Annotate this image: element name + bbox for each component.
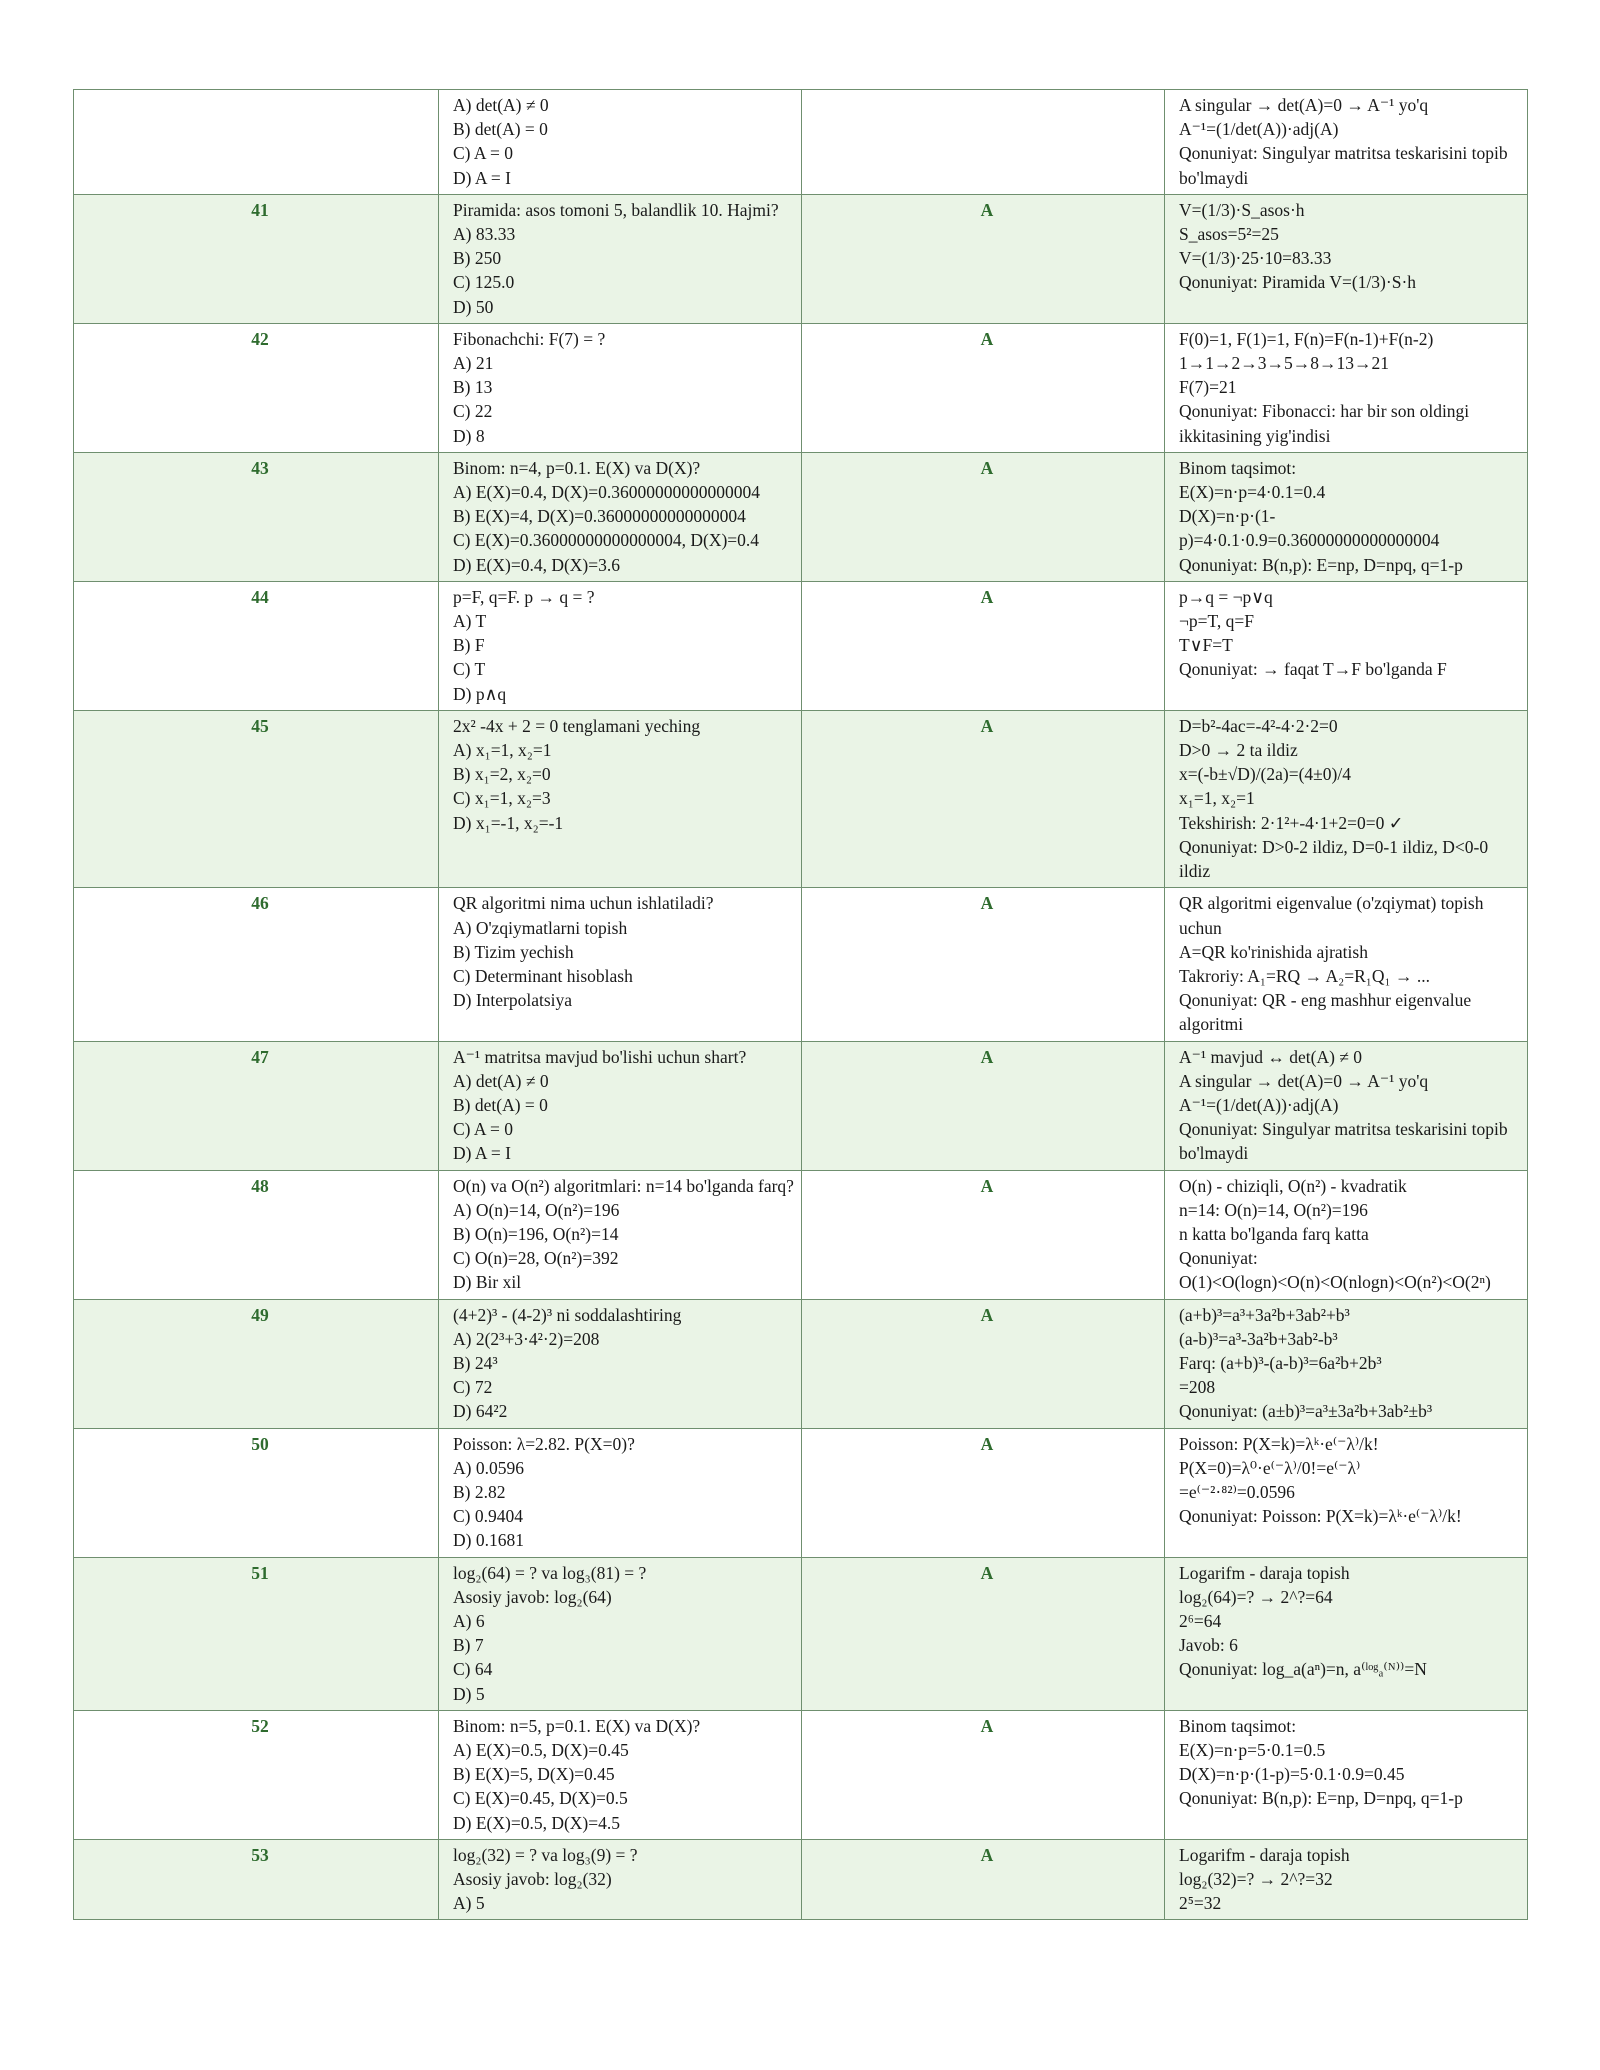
- question-number: 51: [74, 1557, 439, 1710]
- explanation-line: Qonuniyat: QR - eng mashhur eigenvalue algoritmi: [1179, 990, 1472, 1035]
- table-row: [74, 90, 1528, 195]
- explanation-line: E(X)=n·p=4·0.1=0.4: [1179, 482, 1326, 503]
- question-line: B) F: [453, 635, 485, 656]
- explanation-line: log₂(32)=? → 2^?=32: [1179, 1869, 1333, 1890]
- question-line: B) 2.82: [453, 1481, 506, 1502]
- correct-answer: A: [802, 710, 1165, 887]
- question-line: C) x₁=1, x₂=3: [453, 788, 551, 809]
- question-line: C) 0.9404: [453, 1506, 523, 1527]
- question-line: A) T: [453, 611, 487, 632]
- question-line: A) O(n)=14, O(n²)=196: [453, 1199, 620, 1220]
- explanation-line: Qonuniyat:: [1179, 1248, 1258, 1269]
- question-line: B) E(X)=4, D(X)=0.36000000000000004: [453, 506, 746, 527]
- question-line: Asosiy javob: log₂(64): [453, 1586, 612, 1607]
- explanation-line: p→q = ¬p∨q: [1179, 586, 1273, 607]
- explanation-cell: [1165, 1170, 1528, 1299]
- table-row: [74, 1839, 1528, 1920]
- question-number: 41: [74, 194, 439, 323]
- question-number: 52: [74, 1710, 439, 1839]
- explanation-line: n=14: O(n)=14, O(n²)=196: [1179, 1199, 1368, 1220]
- explanation-line: x=(-b±√D)/(2a)=(4±0)/4: [1179, 764, 1351, 785]
- explanation-line: D=b²-4ac=-4²-4·2·2=0: [1179, 715, 1338, 736]
- explanation-line: F(0)=1, F(1)=1, F(n)=F(n-1)+F(n-2): [1179, 328, 1434, 349]
- question-line: A) 21: [453, 353, 494, 374]
- question-cell: [439, 323, 802, 452]
- question-line: C) E(X)=0.36000000000000004, D(X)=0.4: [453, 530, 760, 551]
- explanation-line: V=(1/3)·25·10=83.33: [1179, 248, 1332, 269]
- explanation-line: Qonuniyat: Singulyar matritsa teskarisini topib bo'lmaydi: [1179, 1119, 1508, 1164]
- correct-answer: A: [802, 1299, 1165, 1428]
- question-number: [74, 90, 439, 195]
- explanation-line: T∨F=T: [1179, 635, 1233, 656]
- correct-answer: A: [802, 194, 1165, 323]
- explanation-line: V=(1/3)·S_asos·h: [1179, 199, 1305, 220]
- question-line: C) Determinant hisoblash: [453, 965, 633, 986]
- question-line: D) p∧q: [453, 683, 507, 704]
- correct-answer: A: [802, 1041, 1165, 1170]
- question-line: A) 83.33: [453, 224, 516, 245]
- question-line: A) 2(2³+3·4²·2)=208: [453, 1328, 600, 1349]
- explanation-line: x₁=1, x₂=1: [1179, 788, 1255, 809]
- question-line: C) T: [453, 659, 486, 680]
- correct-answer: [802, 90, 1165, 195]
- explanation-line: =e⁽⁻²·⁸²⁾=0.0596: [1179, 1481, 1295, 1502]
- question-cell: [439, 888, 802, 1041]
- question-line: D) A = I: [453, 1143, 511, 1164]
- question-line: p=F, q=F. p → q = ?: [453, 586, 595, 607]
- correct-answer: A: [802, 452, 1165, 581]
- question-line: C) 64: [453, 1659, 493, 1680]
- question-cell: [439, 1041, 802, 1170]
- explanation-line: Takroriy: A₁=RQ → A₂=R₁Q₁ → ...: [1179, 965, 1430, 986]
- correct-answer: A: [802, 1710, 1165, 1839]
- explanation-cell: [1165, 710, 1528, 887]
- explanation-line: A⁻¹=(1/det(A))·adj(A): [1179, 1094, 1339, 1115]
- question-number: 45: [74, 710, 439, 887]
- question-line: C) A = 0: [453, 1119, 513, 1140]
- question-line: D) 0.1681: [453, 1530, 524, 1551]
- question-line: D) x₁=-1, x₂=-1: [453, 812, 564, 833]
- explanation-line: Logarifm - daraja topish: [1179, 1562, 1350, 1583]
- question-cell: [439, 710, 802, 887]
- question-line: C) O(n)=28, O(n²)=392: [453, 1248, 619, 1269]
- question-line: Asosiy javob: log₂(32): [453, 1869, 612, 1890]
- question-line: B) E(X)=5, D(X)=0.45: [453, 1764, 615, 1785]
- table-row: [74, 452, 1528, 581]
- table-row: [74, 1170, 1528, 1299]
- explanation-line: Binom taqsimot:: [1179, 457, 1297, 478]
- correct-answer: A: [802, 888, 1165, 1041]
- question-number: 50: [74, 1428, 439, 1557]
- explanation-line: E(X)=n·p=5·0.1=0.5: [1179, 1740, 1326, 1760]
- explanation-line: =208: [1179, 1377, 1216, 1398]
- explanation-line: Qonuniyat: → faqat T→F bo'lganda F: [1179, 659, 1447, 680]
- table-row: [74, 1428, 1528, 1557]
- question-line: D) Interpolatsiya: [453, 990, 573, 1011]
- explanation-line: F(7)=21: [1179, 377, 1237, 398]
- explanation-cell: [1165, 888, 1528, 1041]
- question-cell: [439, 1839, 802, 1920]
- question-line: A) 5: [453, 1893, 485, 1914]
- table-row: [74, 710, 1528, 887]
- question-line: log₂(64) = ? va log₃(81) = ?: [453, 1562, 647, 1583]
- correct-answer: A: [802, 1839, 1165, 1920]
- question-line: A) E(X)=0.4, D(X)=0.36000000000000004: [453, 482, 760, 503]
- explanation-line: Qonuniyat: B(n,p): E=np, D=npq, q=1-p: [1179, 1788, 1463, 1809]
- question-cell: [439, 194, 802, 323]
- explanation-cell: [1165, 1041, 1528, 1170]
- question-line: D) E(X)=0.5, D(X)=4.5: [453, 1812, 620, 1833]
- explanation-line: Binom taqsimot:: [1179, 1715, 1297, 1736]
- question-cell: [439, 1299, 802, 1428]
- explanation-line: n katta bo'lganda farq katta: [1179, 1223, 1369, 1244]
- question-number: 43: [74, 452, 439, 581]
- question-cell: [439, 1557, 802, 1710]
- correct-answer: A: [802, 581, 1165, 710]
- explanation-line: 2⁵=32: [1179, 1893, 1222, 1914]
- explanation-line: O(n) - chiziqli, O(n²) - kvadratik: [1179, 1175, 1407, 1196]
- explanation-line: 2⁶=64: [1179, 1610, 1222, 1631]
- question-line: B) 13: [453, 377, 493, 398]
- question-line: C) 22: [453, 401, 493, 422]
- explanation-line: Qonuniyat: (a±b)³=a³±3a²b+3ab²±b³: [1179, 1401, 1433, 1422]
- question-line: B) 7: [453, 1635, 484, 1656]
- question-line: A) x₁=1, x₂=1: [453, 740, 552, 761]
- correct-answer: A: [802, 1428, 1165, 1557]
- explanation-line: Qonuniyat: log_a(aⁿ)=n, a⁽ˡᵒᵍₐ⁽ᴺ⁾⁾=N: [1179, 1659, 1427, 1680]
- explanation-cell: [1165, 1299, 1528, 1428]
- explanation-cell: [1165, 1839, 1528, 1920]
- question-line: B) 24³: [453, 1352, 498, 1373]
- answer-table-body: [74, 90, 1528, 1920]
- question-number: 46: [74, 888, 439, 1041]
- question-line: D) Bir xil: [453, 1272, 522, 1293]
- question-line: Binom: n=4, p=0.1. E(X) va D(X)?: [453, 457, 701, 478]
- question-line: A⁻¹ matritsa mavjud bo'lishi uchun shart?: [453, 1046, 747, 1067]
- explanation-line: Qonuniyat: Fibonacci: har bir son oldingi ikkitasining yig'indisi: [1179, 401, 1470, 446]
- question-line: Binom: n=5, p=0.1. E(X) va D(X)?: [453, 1715, 701, 1736]
- question-line: B) 250: [453, 248, 502, 269]
- explanation-line: S_asos=5²=25: [1179, 224, 1279, 245]
- question-number: 49: [74, 1299, 439, 1428]
- question-line: D) 8: [453, 425, 485, 446]
- question-number: 42: [74, 323, 439, 452]
- table-row: [74, 888, 1528, 1041]
- question-line: QR algoritmi nima uchun ishlatiladi?: [453, 893, 714, 914]
- question-line: Poisson: λ=2.82. P(X=0)?: [453, 1433, 635, 1454]
- question-line: (4+2)³ - (4-2)³ ni soddalashtiring: [453, 1304, 682, 1325]
- explanation-line: QR algoritmi eigenvalue (o'zqiymat) topish uchun: [1179, 893, 1484, 938]
- question-line: D) 50: [453, 296, 494, 317]
- question-cell: [439, 452, 802, 581]
- explanation-cell: [1165, 452, 1528, 581]
- question-cell: [439, 1170, 802, 1299]
- explanation-line: ¬p=T, q=F: [1179, 611, 1254, 632]
- question-line: C) 125.0: [453, 272, 515, 293]
- explanation-line: Logarifm - daraja topish: [1179, 1844, 1350, 1865]
- question-line: log₂(32) = ? va log₃(9) = ?: [453, 1844, 638, 1865]
- question-line: C) E(X)=0.45, D(X)=0.5: [453, 1788, 628, 1809]
- explanation-cell: [1165, 90, 1528, 195]
- question-line: B) det(A) = 0: [453, 1094, 548, 1115]
- question-line: A) O'zqiymatlarni topish: [453, 917, 628, 938]
- table-row: [74, 1710, 1528, 1839]
- explanation-line: O(1)<O(logn)<O(n)<O(nlogn)<O(n²)<O(2ⁿ): [1179, 1272, 1491, 1293]
- question-line: A) det(A) ≠ 0: [453, 95, 549, 115]
- explanation-line: A singular → det(A)=0 → A⁻¹ yo'q: [1179, 1070, 1429, 1091]
- explanation-cell: [1165, 1557, 1528, 1710]
- explanation-line: D(X)=n·p·(1-p)=4·0.1·0.9=0.36000000000000004: [1179, 506, 1440, 551]
- question-number: 48: [74, 1170, 439, 1299]
- question-number: 44: [74, 581, 439, 710]
- explanation-line: 1→1→2→3→5→8→13→21: [1179, 353, 1389, 374]
- question-line: C) A = 0: [453, 143, 513, 164]
- explanation-line: A⁻¹=(1/det(A))·adj(A): [1179, 119, 1339, 140]
- explanation-cell: [1165, 1710, 1528, 1839]
- explanation-cell: [1165, 581, 1528, 710]
- correct-answer: A: [802, 1557, 1165, 1710]
- table-row: [74, 581, 1528, 710]
- question-line: O(n) va O(n²) algoritmlari: n=14 bo'lganda farq?: [453, 1175, 794, 1196]
- explanation-line: Javob: 6: [1179, 1635, 1238, 1656]
- explanation-line: A⁻¹ mavjud ↔ det(A) ≠ 0: [1179, 1046, 1363, 1067]
- question-cell: [439, 1428, 802, 1557]
- question-cell: [439, 1710, 802, 1839]
- explanation-line: Qonuniyat: Singulyar matritsa teskarisini topib bo'lmaydi: [1179, 143, 1508, 188]
- explanation-line: D>0 → 2 ta ildiz: [1179, 740, 1298, 761]
- question-line: 2x² -4x + 2 = 0 tenglamani yeching: [453, 715, 701, 736]
- explanation-cell: [1165, 194, 1528, 323]
- question-line: B) O(n)=196, O(n²)=14: [453, 1223, 619, 1244]
- correct-answer: A: [802, 323, 1165, 452]
- table-row: [74, 194, 1528, 323]
- question-line: A) E(X)=0.5, D(X)=0.45: [453, 1740, 629, 1760]
- explanation-cell: [1165, 1428, 1528, 1557]
- explanation-line: (a-b)³=a³-3a²b+3ab²-b³: [1179, 1328, 1338, 1349]
- explanation-line: Qonuniyat: B(n,p): E=np, D=npq, q=1-p: [1179, 554, 1463, 575]
- table-row: [74, 1299, 1528, 1428]
- explanation-line: D(X)=n·p·(1-p)=5·0.1·0.9=0.45: [1179, 1764, 1405, 1785]
- question-line: A) 0.0596: [453, 1457, 524, 1478]
- question-line: A) det(A) ≠ 0: [453, 1070, 549, 1091]
- question-cell: [439, 90, 802, 195]
- question-number: 47: [74, 1041, 439, 1170]
- explanation-line: Farq: (a+b)³-(a-b)³=6a²b+2b³: [1179, 1352, 1382, 1373]
- explanation-line: Qonuniyat: Piramida V=(1/3)·S·h: [1179, 272, 1417, 293]
- explanation-line: P(X=0)=λ⁰·e⁽⁻λ⁾/0!=e⁽⁻λ⁾: [1179, 1457, 1361, 1478]
- question-line: B) x₁=2, x₂=0: [453, 764, 551, 785]
- explanation-line: (a+b)³=a³+3a²b+3ab²+b³: [1179, 1304, 1350, 1325]
- correct-answer: A: [802, 1170, 1165, 1299]
- question-line: Piramida: asos tomoni 5, balandlik 10. Hajmi?: [453, 199, 779, 220]
- explanation-cell: [1165, 323, 1528, 452]
- question-number: 53: [74, 1839, 439, 1920]
- question-line: B) Tizim yechish: [453, 941, 574, 962]
- question-line: C) 72: [453, 1377, 493, 1398]
- table-row: [74, 1041, 1528, 1170]
- explanation-line: Qonuniyat: D>0-2 ildiz, D=0-1 ildiz, D<0-0 ildiz: [1179, 836, 1489, 882]
- question-line: D) E(X)=0.4, D(X)=3.6: [453, 554, 620, 575]
- explanation-line: A=QR ko'rinishida ajratish: [1179, 941, 1368, 962]
- question-line: D) A = I: [453, 167, 511, 188]
- answer-table: [73, 89, 1528, 1920]
- question-line: D) 5: [453, 1683, 485, 1704]
- explanation-line: log₂(64)=? → 2^?=64: [1179, 1586, 1333, 1607]
- question-line: D) 64²2: [453, 1401, 508, 1422]
- explanation-line: Poisson: P(X=k)=λᵏ·e⁽⁻λ⁾/k!: [1179, 1433, 1379, 1454]
- question-line: Fibonachchi: F(7) = ?: [453, 328, 606, 349]
- explanation-line: Tekshirish: 2·1²+-4·1+2=0=0 ✓: [1179, 812, 1404, 833]
- question-line: B) det(A) = 0: [453, 119, 548, 140]
- explanation-line: A singular → det(A)=0 → A⁻¹ yo'q: [1179, 95, 1429, 115]
- table-row: [74, 1557, 1528, 1710]
- question-cell: [439, 581, 802, 710]
- explanation-line: Qonuniyat: Poisson: P(X=k)=λᵏ·e⁽⁻λ⁾/k!: [1179, 1506, 1462, 1527]
- table-row: [74, 323, 1528, 452]
- question-line: A) 6: [453, 1610, 485, 1631]
